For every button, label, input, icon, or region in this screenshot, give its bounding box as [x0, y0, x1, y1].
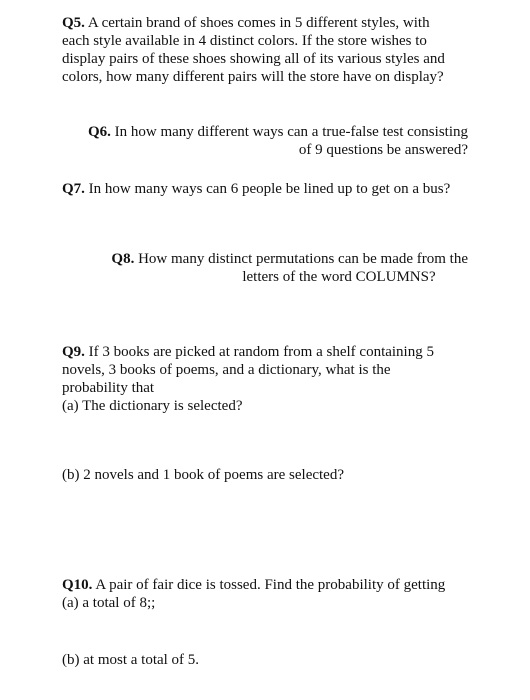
question-5-line-1: [62, 14, 482, 32]
question-7-line-1: [62, 180, 482, 198]
question-9: [62, 343, 482, 415]
question-9-text-2: novels, 3 books of poems, and a dictionary, what is the: [62, 362, 391, 378]
question-5-text-4: colors, how many different pairs will the store have on display?: [62, 69, 444, 85]
question-6-text-2: of 9 questions be answered?: [298, 142, 468, 158]
question-6-line-1: [60, 123, 468, 141]
question-9-part-b: (b) 2 novels and 1 book of poems are selected?: [62, 467, 344, 483]
question-5-text-2: each style available in 4 distinct colors. If the store wishes to: [62, 33, 427, 49]
question-6: [60, 123, 468, 159]
question-10-part-b: (b) at most a total of 5.: [62, 652, 200, 668]
question-5-text-1: A certain brand of shoes comes in 5 different styles, with: [84, 15, 430, 31]
question-8-text-2: letters of the word COLUMNS?: [242, 269, 436, 285]
question-10-number: Q10.: [62, 577, 93, 593]
question-8-text-1: How many distinct permutations can be made from the: [134, 251, 468, 267]
question-10-text-1: A pair of fair dice is tossed. Find the probability of getting: [92, 577, 446, 593]
question-8-number: Q8.: [111, 251, 135, 267]
question-9-line-1: [62, 343, 482, 361]
question-10-part-a: (a) a total of 8;;: [62, 595, 156, 611]
question-5: [62, 14, 482, 86]
question-9-text-1: If 3 books are picked at random from a shelf containing 5: [84, 344, 434, 360]
question-7-number: Q7.: [62, 181, 85, 197]
question-5-number: Q5.: [62, 15, 85, 31]
question-6-number: Q6.: [87, 124, 111, 140]
question-7-text: In how many ways can 6 people be lined up to get on a bus?: [84, 181, 451, 197]
question-9-text-3: probability that: [62, 380, 155, 396]
question-6-text-1: In how many different ways can a true-false test consisting: [110, 124, 468, 140]
question-10-part-b-block: [62, 651, 482, 669]
question-8-line-1: [60, 250, 468, 268]
question-10-line-1: [62, 576, 482, 594]
question-9-number: Q9.: [62, 344, 85, 360]
question-7: [62, 180, 482, 198]
question-9-part-a: (a) The dictionary is selected?: [62, 398, 243, 414]
question-9-part-b-block: [62, 466, 482, 484]
question-8: [60, 250, 468, 286]
question-10: [62, 576, 482, 612]
question-5-text-3: display pairs of these shoes showing all of its various styles and: [62, 51, 445, 67]
